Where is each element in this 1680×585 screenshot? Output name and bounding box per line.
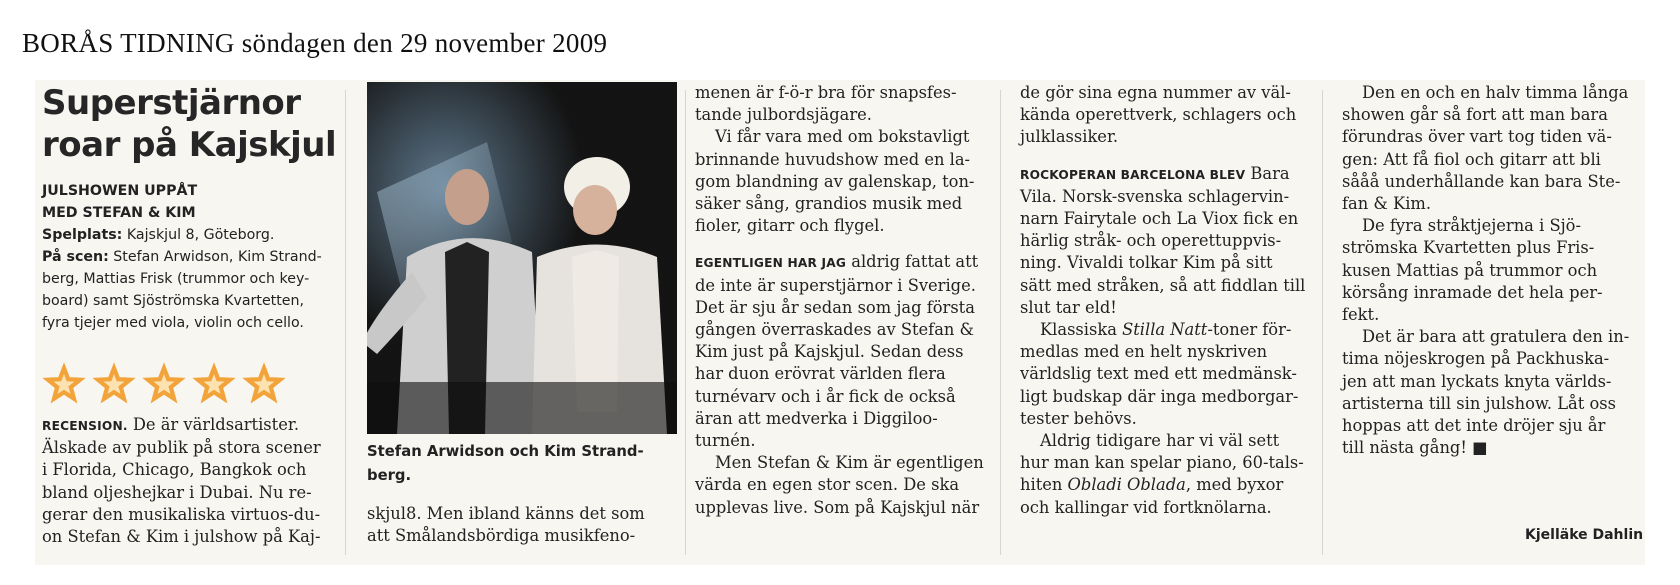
section-lead: ROCKOPERAN BARCELONA BLEV <box>1020 167 1246 182</box>
body-line: att Smålandsbördiga musikfeno- <box>367 526 636 546</box>
body-line: Den en och en halv timma långa <box>1362 83 1629 102</box>
italic-title: Obladi Oblada <box>1067 475 1186 495</box>
section-lead: RECENSION. <box>42 419 128 433</box>
factbox-kicker: MED STEFAN & KIM <box>42 205 196 221</box>
star-rating <box>42 362 292 408</box>
photo-caption <box>367 440 644 488</box>
body-line: säker sång, grandios musik med <box>695 194 963 214</box>
body-line: har duon erövrat världen flera <box>695 364 946 384</box>
factbox-text: Stefan Arwidson, Kim Strand- <box>108 249 322 265</box>
body-line: världslig text med ett medmänsk- <box>1020 364 1297 384</box>
body-line: artisterna till sin julshow. Låt oss <box>1342 393 1616 413</box>
column-rule <box>1322 90 1323 555</box>
body-line: till nästa gång! ■ <box>1342 438 1488 458</box>
body-line: Älskade av publik på stora scener <box>42 438 321 458</box>
body-line: de gör sina egna nummer av väl- <box>1020 83 1291 102</box>
body-line: Kim just på Kajskjul. Sedan dess <box>695 342 964 362</box>
masthead: BORÅS TIDNING söndagen den 29 november 2009 <box>22 28 608 58</box>
body-line: upplevas live. Som på Kajskjul när <box>695 497 980 517</box>
caption-line: berg. <box>367 467 412 484</box>
body-text: aldrig fattat att <box>846 252 979 272</box>
body-line: ligt budskap där inga medborgar- <box>1020 386 1299 406</box>
body-line: tima nöjeskrogen på Packhuska- <box>1342 349 1610 369</box>
body-line: Men Stefan & Kim är egentligen <box>715 453 984 473</box>
body-line: sååå underhållande kan bara Ste- <box>1342 171 1621 191</box>
body-line: de inte är superstjärnor i Sverige. <box>695 275 976 295</box>
body-line: fekt. <box>1342 305 1380 325</box>
headline-line: roar på Kajskjul <box>42 125 337 165</box>
review-column-4 <box>1020 82 1320 519</box>
section-lead: EGENTLIGEN HAR JAG <box>695 256 847 271</box>
body-line: äran att medverka i Diggiloo- <box>695 408 938 428</box>
column-rule <box>1000 90 1001 555</box>
body-text: Bara <box>1245 163 1290 183</box>
body-line: on Stefan & Kim i julshow på Kaj- <box>42 527 321 547</box>
body-line: i Florida, Chicago, Bangkok och <box>42 460 307 480</box>
body-line: strömska Kvartetten plus Fris- <box>1342 238 1595 258</box>
body-line: jen att man lyckats knyta världs- <box>1342 371 1612 391</box>
body-line: kusen Mattias på trummor och <box>1342 260 1598 280</box>
byline: Kjelläke Dahlin <box>1525 527 1644 543</box>
review-column-5 <box>1342 82 1642 459</box>
factbox-text: Kajskjul 8, Göteborg. <box>122 227 275 243</box>
body-text: , med byxor <box>1185 475 1284 495</box>
body-line: och kallingar vid fortknölarna. <box>1020 497 1272 517</box>
body-line: gom blandning av galenskap, ton- <box>695 171 975 191</box>
body-line: tester behövs. <box>1020 408 1137 428</box>
body-text: -toner för- <box>1207 320 1292 340</box>
factbox-line <box>42 246 322 268</box>
body-line: Det är bara att gratulera den in- <box>1362 327 1630 347</box>
body-line: härlig stråk- och operettuppvis- <box>1020 231 1282 251</box>
review-column-2 <box>367 503 682 547</box>
body-line: gen: Att få fiol och gitarr att bli <box>1342 149 1601 169</box>
concert-photo <box>367 82 677 434</box>
article-headline <box>42 82 336 166</box>
body-line: körsång inramade det hela per- <box>1342 282 1603 302</box>
body-line: turnévarv och i år fick de också <box>695 386 956 406</box>
caption-line: Stefan Arwidson och Kim Strand- <box>367 443 644 460</box>
body-line: fioler, gitarr och flygel. <box>695 216 885 236</box>
body-line: slut tar eld! <box>1020 297 1117 317</box>
body-line: ning. Vivaldi tolkar Kim på sitt <box>1020 253 1273 273</box>
body-line: hoppas att det inte dröjer sju år <box>1342 416 1606 436</box>
body-line: tande julbordsjägare. <box>695 105 872 125</box>
body-line: förundras över vart tog tiden vä- <box>1342 127 1612 147</box>
body-text: hiten <box>1020 475 1068 495</box>
body-line: hur man kan spelar piano, 60-tals- <box>1020 453 1304 473</box>
body-line: Vila. Norsk-svenska schlagervin- <box>1020 186 1290 206</box>
body-line: De fyra stråktjejerna i Sjö- <box>1362 216 1581 236</box>
body-line: gerar den musikaliska virtuos-du- <box>42 504 321 524</box>
body-line: gången överraskades av Stefan & <box>695 320 975 340</box>
factbox-label: På scen: <box>42 249 109 265</box>
body-line: medlas med en helt nyskriven <box>1020 342 1268 362</box>
body-line: Aldrig tidigare har vi väl sett <box>1040 431 1280 451</box>
review-column-3 <box>695 82 995 519</box>
body-line: värda en egen stor scen. De ska <box>695 475 960 495</box>
column-rule <box>685 90 686 555</box>
factbox-line: board) samt Sjöströmska Kvartetten, <box>42 293 305 309</box>
factbox-line: berg, Mattias Frisk (trummor och key- <box>42 271 310 287</box>
factbox-kicker: JULSHOWEN UPPÅT <box>42 183 198 199</box>
factbox-label: Spelplats: <box>42 227 123 243</box>
body-line: showen går så fort att man bara <box>1342 105 1608 125</box>
body-line: kända operettverk, schlagers och <box>1020 105 1297 125</box>
body-line: bland oljeshejkar i Dubai. Nu re- <box>42 482 312 502</box>
body-line: julklassiker. <box>1020 127 1119 147</box>
factbox-line: fyra tjejer med viola, violin och cello. <box>42 315 304 331</box>
body-line: brinnande huvudshow med en la- <box>695 149 971 169</box>
fact-box <box>42 180 322 334</box>
body-line: skjul8. Men ibland känns det som <box>367 504 645 523</box>
headline-line: Superstjärnor <box>42 83 301 123</box>
body-line: Vi får vara med om bokstavligt <box>715 127 970 147</box>
body-line: turnén. <box>695 431 756 451</box>
body-line: menen är f-ö-r bra för snapsfes- <box>695 83 957 102</box>
review-column-1 <box>42 414 342 548</box>
italic-title: Stilla Natt <box>1122 320 1208 340</box>
body-line: narn Fairytale och La Viox fick en <box>1020 209 1299 229</box>
body-line: Det är sju år sedan som jag första <box>695 297 975 317</box>
factbox-line <box>42 224 322 246</box>
body-text: De är världsartister. <box>127 415 300 434</box>
body-line: fan & Kim. <box>1342 194 1432 214</box>
body-line: sätt med stråken, så att fiddlan till <box>1020 275 1306 295</box>
column-rule <box>345 90 346 555</box>
body-text: Klassiska <box>1040 320 1123 340</box>
